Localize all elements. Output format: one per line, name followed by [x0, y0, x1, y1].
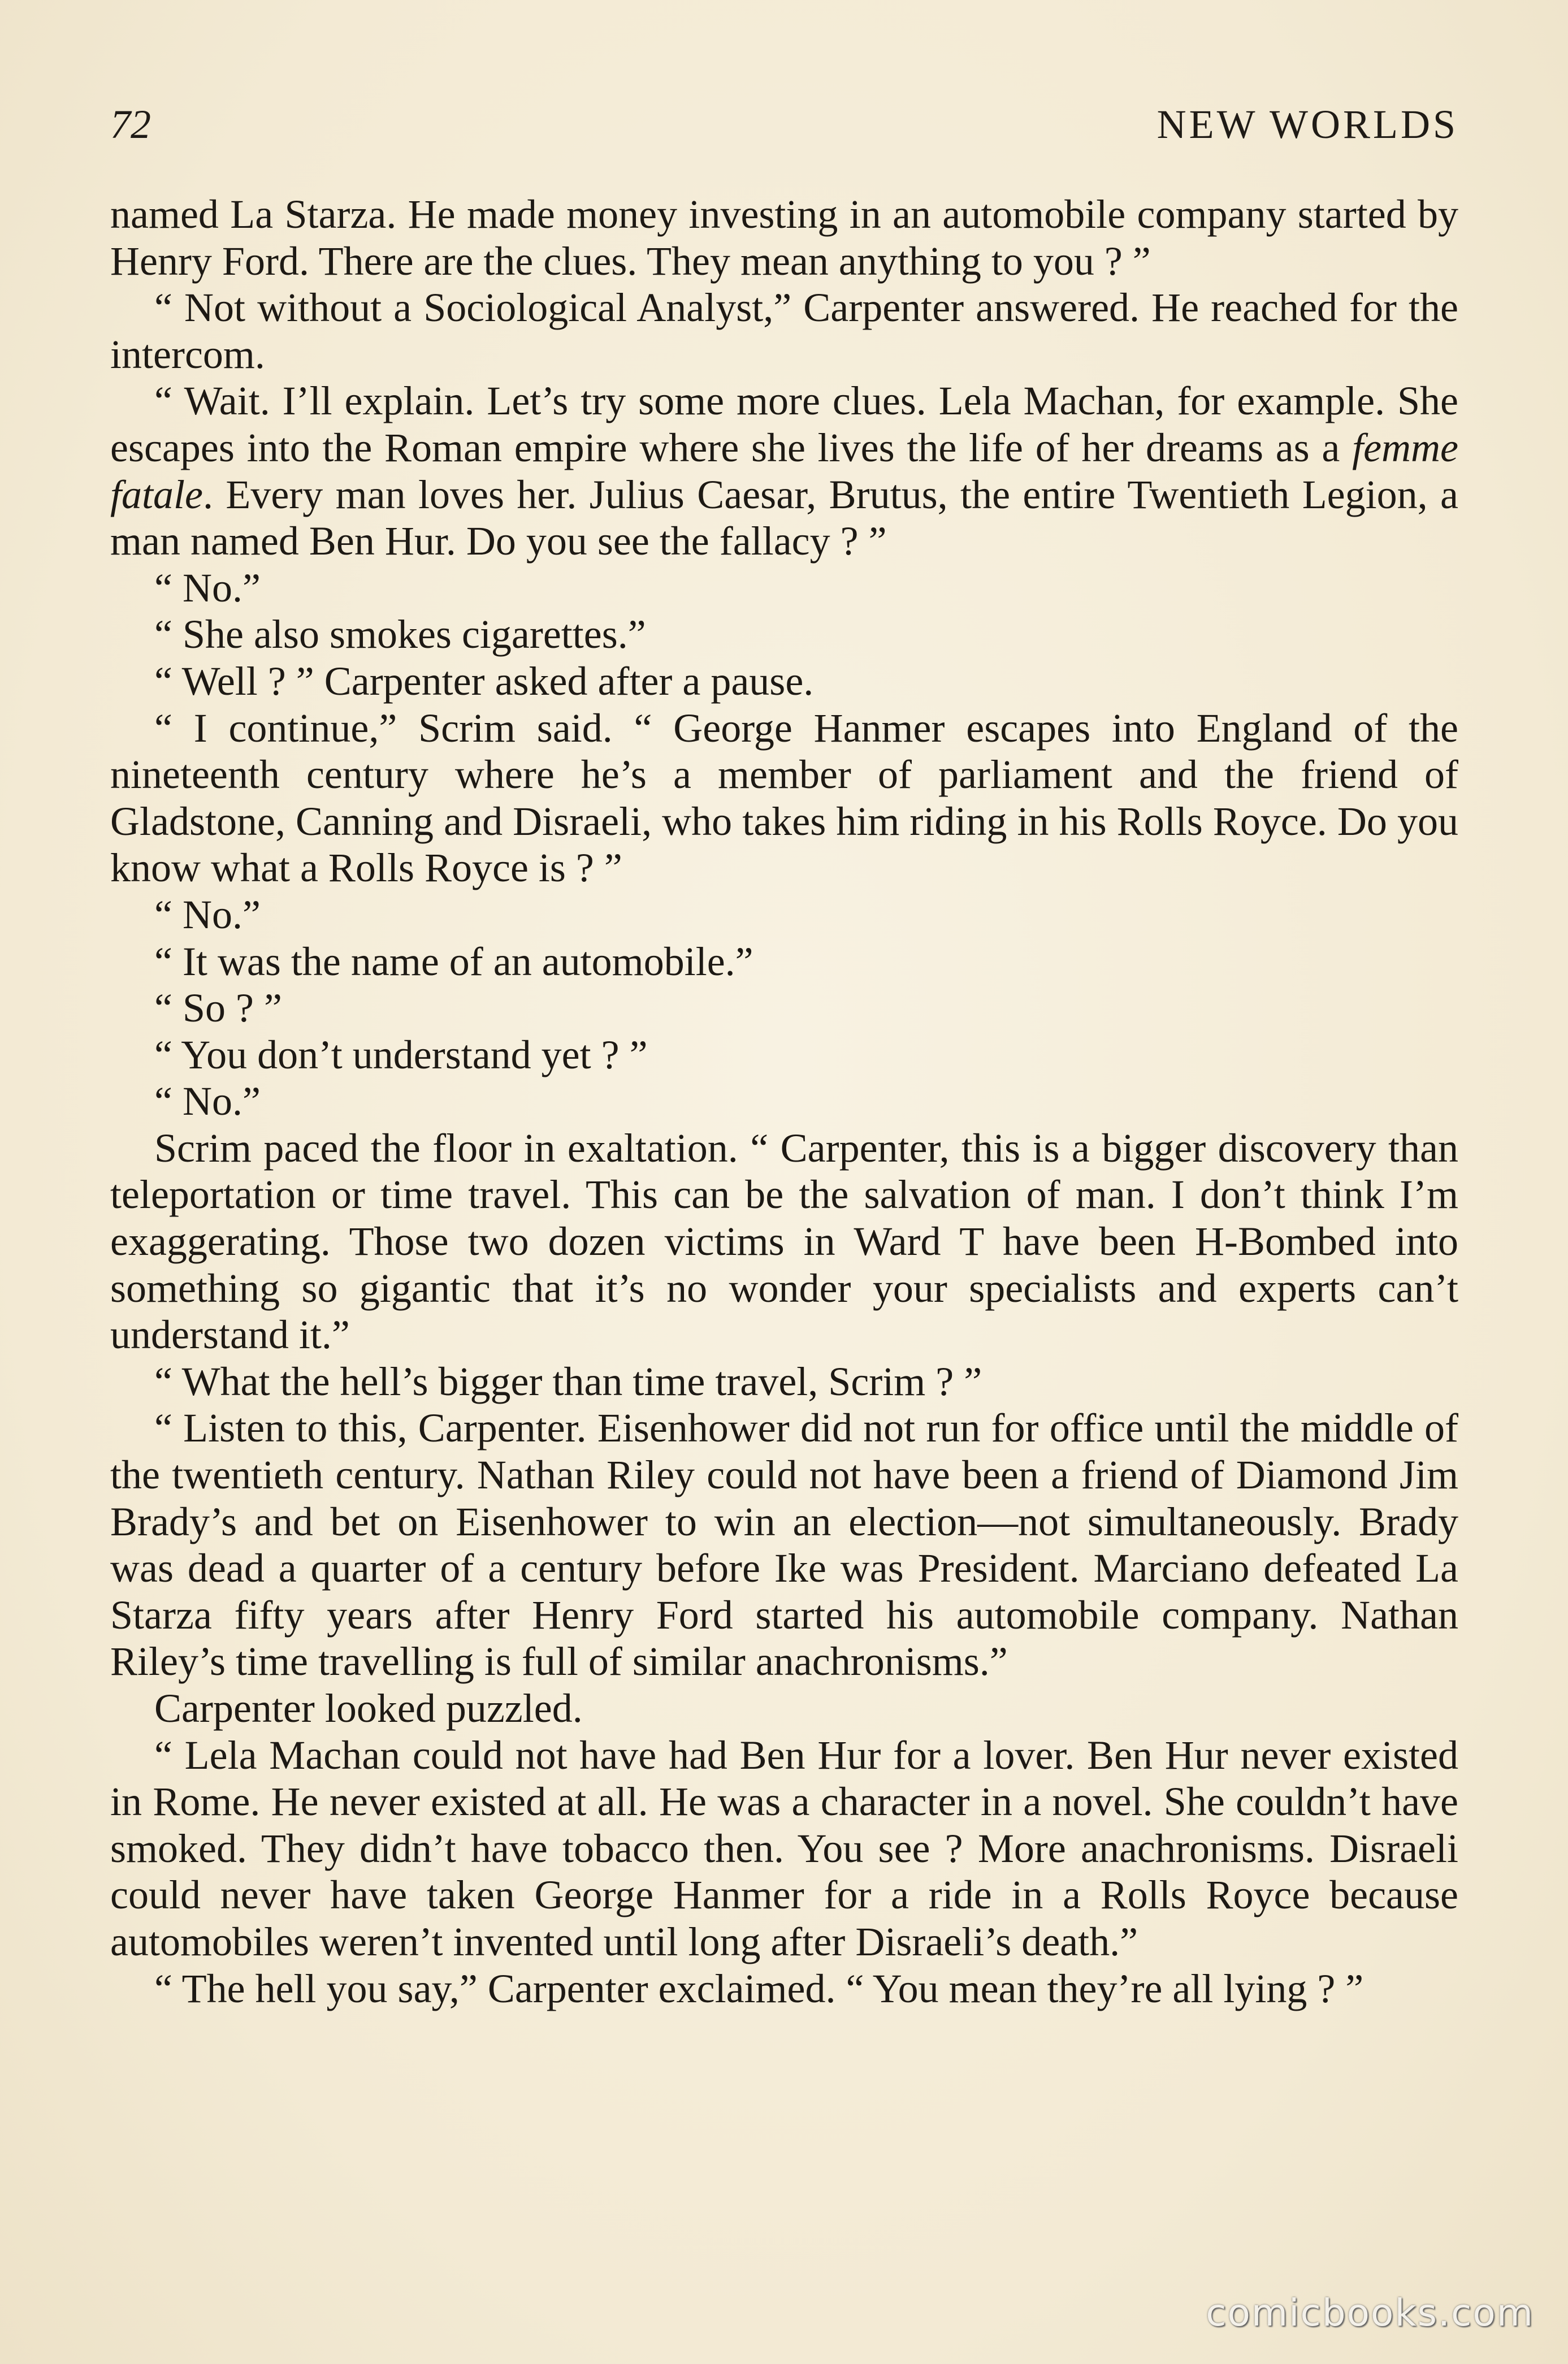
- italic-phrase: femme fatale: [110, 425, 1458, 517]
- paragraph-4: “ No.”: [154, 565, 261, 611]
- paragraph-3: “ Wait. I’ll explain. Let’s try some more clues. Lela Machan, for example. She escapes into the Roman empire where she lives the life of her dreams as a femme fatale. Every man loves her. Julius Caesar, Brutus, the entire Twentieth Legion, a man named Ben Hur. Do you see the fallacy ? ”: [110, 378, 1458, 564]
- paragraph-6: “ Well ? ” Carpenter asked after a pause.: [154, 658, 814, 704]
- paragraph-2: “ Not without a Sociological Analyst,” Carpenter answered. He reached for the intercom.: [110, 285, 1458, 377]
- paragraph-15: “ Listen to this, Carpenter. Eisenhower did not run for office until the middle of the twentieth century. Nathan Riley could not have been a friend of Diamond Jim Brady’s and bet on Eisenhower to win an election—not simultaneously. Brady was dead a quarter of a century before Ike was President. Marciano defeated La Starza fifty years after Henry Ford started his automobile company. Nathan Riley’s time travelling is full of similar anachronisms.”: [110, 1405, 1458, 1685]
- running-head: [110, 93, 1458, 155]
- paragraph-1: named La Starza. He made money investing in an automobile company started by Henry Ford. There are the clues. They mean anything to you ? ”: [110, 192, 1458, 284]
- paragraph-14: “ What the hell’s bigger than time travel, Scrim ? ”: [154, 1358, 982, 1404]
- paragraph-10: “ So ? ”: [154, 985, 282, 1031]
- paragraph-17: “ Lela Machan could not have had Ben Hur for a lover. Ben Hur never existed in Rome. He never existed at all. He was a character in a novel. She couldn’t have smoked. They didn’t have tobacco then. You see ? More anachronisms. Disraeli could never have taken George Hanmer for a ride in a Rolls Royce because automobiles weren’t invented until long after Disraeli’s death.”: [110, 1732, 1458, 1964]
- paragraph-7: “ I continue,” Scrim said. “ George Hanmer escapes into England of the nineteenth century where he’s a member of parliament and the friend of Gladstone, Canning and Disraeli, who takes him riding in his Rolls Royce. Do you know what a Rolls Royce is ? ”: [110, 705, 1458, 891]
- body-text: [110, 191, 1458, 2012]
- watermark: comicbooks.com: [1206, 2291, 1534, 2335]
- page-number: 72: [110, 102, 151, 147]
- paragraph-18: “ The hell you say,” Carpenter exclaimed. “ You mean they’re all lying ? ”: [154, 1965, 1364, 2011]
- running-title: NEW WORLDS: [1156, 102, 1458, 147]
- paragraph-5: “ She also smokes cigarettes.”: [154, 612, 646, 657]
- paragraph-9: “ It was the name of an automobile.”: [154, 938, 753, 984]
- paragraph-12: “ No.”: [154, 1079, 261, 1124]
- paragraph-13: Scrim paced the floor in exaltation. “ Carpenter, this is a bigger discovery than teleportation or time travel. This can be the salvation of man. I don’t think I’m exaggerating. Those two dozen victims in Ward T have been H-Bombed into something so gigantic that it’s no wonder your specialists and experts can’t understand it.”: [110, 1125, 1458, 1358]
- paragraph-11: “ You don’t understand yet ? ”: [154, 1032, 648, 1077]
- paragraph-16: Carpenter looked puzzled.: [154, 1686, 583, 1731]
- paragraph-8: “ No.”: [154, 891, 261, 937]
